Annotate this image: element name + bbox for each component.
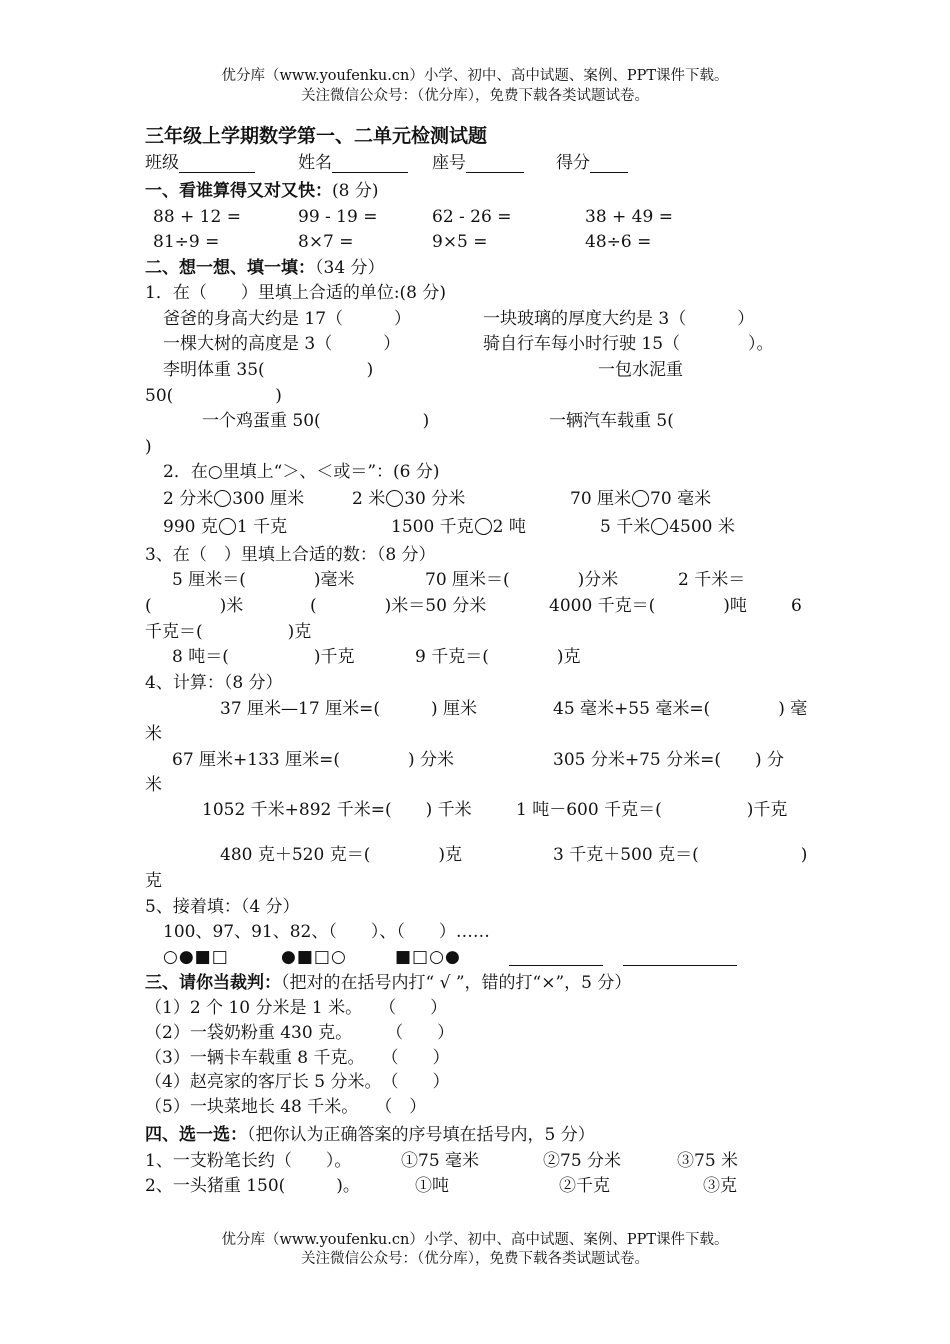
q1-title: 1．在（ ）里填上合适的单位:(8 分) bbox=[145, 283, 447, 303]
section-3-heading bbox=[145, 973, 631, 993]
calc-6: 8×7 = bbox=[298, 232, 354, 252]
calc-4: 38 + 49 = bbox=[585, 207, 673, 227]
q1-item-h-cont: ) bbox=[145, 437, 152, 457]
q3-item-b: 70 厘米＝( )分米 bbox=[425, 570, 619, 590]
seat-field[interactable] bbox=[432, 153, 524, 173]
choice-2-option-2[interactable]: ②千克 bbox=[559, 1176, 610, 1196]
compare-circle-5[interactable] bbox=[475, 518, 492, 535]
q3-item-e: 4000 千克＝( )吨 bbox=[549, 596, 747, 616]
section-1-title: 一、看谁算得又对又快： bbox=[145, 181, 332, 201]
header-line-1: 优分库（www.youfenku.cn）小学、初中、高中试题、案例、PPT课件下载。 bbox=[221, 68, 729, 84]
class-blank[interactable] bbox=[179, 154, 255, 173]
q1-item-f: 一包水泥重 bbox=[598, 360, 683, 380]
q2-left-3: 70 厘米 bbox=[570, 489, 632, 509]
name-blank[interactable] bbox=[332, 154, 408, 173]
q5-shapes-2: ●■□○ bbox=[281, 947, 347, 967]
footer-line-1: 优分库（www.youfenku.cn）小学、初中、高中试题、案例、PPT课件下载。 bbox=[221, 1232, 729, 1248]
q5-shapes-3: ■□○● bbox=[395, 947, 461, 967]
section-2-title: 二、想一想、填一填： bbox=[145, 258, 315, 278]
calc-7: 9×5 = bbox=[432, 232, 488, 252]
q4-item-h: 3 千克＋500 克＝( ) bbox=[553, 845, 808, 865]
q2-right-3: 70 毫米 bbox=[650, 489, 712, 509]
q4-item-c: 67 厘米+133 厘米=( ) 分米 bbox=[172, 750, 455, 770]
q2-right-6: 4500 米 bbox=[669, 517, 735, 537]
q2-compare-2 bbox=[352, 489, 465, 509]
q1-item-d: 骑自行车每小时行驶 15（ ）。 bbox=[483, 334, 774, 354]
score-field[interactable] bbox=[556, 153, 628, 173]
q2-right-4: 1 千克 bbox=[236, 517, 288, 537]
name-label: 姓名 bbox=[298, 153, 332, 173]
q5-title: 5、接着填：（4 分） bbox=[145, 897, 300, 917]
q4-item-a: 37 厘米—17 厘米=( ) 厘米 bbox=[220, 699, 477, 719]
q4-item-d-cont: 米 bbox=[145, 775, 162, 795]
score-blank[interactable] bbox=[590, 154, 628, 173]
calc-8: 48÷6 = bbox=[585, 232, 652, 252]
q1-item-h: 一辆汽车载重 5( bbox=[549, 411, 674, 431]
calc-3: 62 - 26 = bbox=[432, 207, 512, 227]
compare-circle-6[interactable] bbox=[651, 518, 668, 535]
section-2-points: （34 分） bbox=[315, 258, 385, 278]
q3-item-h: 9 千克＝( )克 bbox=[415, 647, 581, 667]
choice-2-option-3[interactable]: ③克 bbox=[703, 1176, 737, 1196]
q2-left-5: 1500 千克 bbox=[391, 517, 474, 537]
q3-item-d: ( )米＝50 分米 bbox=[310, 596, 487, 616]
choice-2-question: 2、一头猪重 150( )。 bbox=[145, 1176, 360, 1196]
q3-item-f-cont: 千克＝( )克 bbox=[145, 622, 312, 642]
page-title: 三年级上学期数学第一、二单元检测试题 bbox=[145, 125, 488, 147]
q2-right-5: 2 吨 bbox=[492, 517, 526, 537]
q2-compare-3 bbox=[570, 489, 711, 509]
q5-sequence: 100、97、91、82、（ ）、（ ）…… bbox=[163, 922, 490, 942]
q1-item-a: 爸爸的身高大约是 17（ ） bbox=[163, 309, 412, 329]
section-3-desc: （把对的在括号内打“ √ ”，错的打“×”，5 分） bbox=[281, 973, 632, 993]
section-2-heading bbox=[145, 258, 385, 278]
q3-item-c-cont: ( )米 bbox=[145, 596, 244, 616]
choice-1-option-2[interactable]: ②75 分米 bbox=[543, 1151, 622, 1171]
class-field[interactable] bbox=[145, 153, 255, 173]
q4-item-e: 1052 千米+892 千米=( ) 千米 bbox=[202, 800, 472, 820]
q1-item-f-cont: 50( ) bbox=[145, 386, 282, 406]
choice-1-option-3[interactable]: ③75 米 bbox=[677, 1151, 739, 1171]
compare-circle-4[interactable] bbox=[219, 518, 236, 535]
section-3-title: 三、请你当裁判： bbox=[145, 973, 281, 993]
q1-item-b: 一块玻璃的厚度大约是 3（ ） bbox=[483, 309, 755, 329]
judge-item-1: （1）2 个 10 分米是 1 米。 （ ） bbox=[145, 998, 448, 1018]
choice-2-option-1[interactable]: ①吨 bbox=[415, 1176, 449, 1196]
score-label: 得分 bbox=[556, 153, 590, 173]
q1-item-c: 一棵大树的高度是 3（ ） bbox=[163, 334, 401, 354]
calc-1: 88 + 12 = bbox=[153, 207, 241, 227]
compare-circle-2[interactable] bbox=[386, 490, 403, 507]
q4-item-b-cont: 米 bbox=[145, 724, 162, 744]
header-line-2: 关注微信公众号：（优分库），免费下载各类试题试卷。 bbox=[301, 88, 649, 104]
calc-2: 99 - 19 = bbox=[298, 207, 378, 227]
q4-item-d: 305 分米+75 分米=( ) 分 bbox=[553, 750, 785, 770]
q2-right-2: 30 分米 bbox=[404, 489, 466, 509]
seat-blank[interactable] bbox=[466, 154, 524, 173]
class-label: 班级 bbox=[145, 153, 179, 173]
section-1-points: (8 分) bbox=[332, 181, 379, 201]
q2-left-2: 2 米 bbox=[352, 489, 386, 509]
q2-compare-4 bbox=[163, 517, 287, 537]
q5-shapes-1: ○●■□ bbox=[163, 947, 229, 967]
q3-item-f: 6 bbox=[791, 596, 802, 616]
judge-item-5: （5）一块菜地长 48 千米。 （ ） bbox=[145, 1097, 427, 1117]
name-field[interactable] bbox=[298, 153, 408, 173]
compare-circle-3[interactable] bbox=[632, 490, 649, 507]
q4-item-h-cont: 克 bbox=[145, 871, 162, 891]
q2-left-1: 2 分米 bbox=[163, 489, 214, 509]
section-4-desc: （把你认为正确答案的序号填在括号内，5 分） bbox=[247, 1125, 595, 1145]
judge-item-3: （3）一辆卡车载重 8 千克。 （ ） bbox=[145, 1048, 450, 1068]
q1-item-e: 李明体重 35( ) bbox=[163, 360, 374, 380]
section-1-heading bbox=[145, 181, 378, 201]
q5-answer-blank-1[interactable] bbox=[509, 965, 603, 966]
q2-compare-5 bbox=[391, 517, 526, 537]
seat-label: 座号 bbox=[432, 153, 466, 173]
q2-compare-6 bbox=[600, 517, 735, 537]
q4-title: 4、计算：（8 分） bbox=[145, 673, 283, 693]
footer-line-2: 关注微信公众号：（优分库），免费下载各类试题试卷。 bbox=[301, 1251, 649, 1267]
q5-answer-blank-2[interactable] bbox=[623, 965, 737, 966]
calc-5: 81÷9 = bbox=[153, 232, 220, 252]
q3-item-g: 8 吨＝( )千克 bbox=[172, 647, 355, 667]
judge-item-2: （2）一袋奶粉重 430 克。 （ ） bbox=[145, 1023, 455, 1043]
q4-item-g: 480 克＋520 克＝( )克 bbox=[220, 845, 462, 865]
q2-left-4: 990 克 bbox=[163, 517, 218, 537]
choice-1-question: 1、一支粉笔长约（ ）。 bbox=[145, 1151, 352, 1171]
q4-item-b: 45 毫米+55 毫米=( ) 毫 bbox=[553, 699, 808, 719]
section-4-title: 四、选一选： bbox=[145, 1125, 247, 1145]
section-4-heading bbox=[145, 1125, 595, 1145]
q2-compare-1 bbox=[163, 489, 304, 509]
q3-item-a: 5 厘米＝( )毫米 bbox=[172, 570, 355, 590]
q2-right-1: 300 厘米 bbox=[232, 489, 305, 509]
q2-left-6: 5 千米 bbox=[600, 517, 651, 537]
q3-item-c: 2 千米＝ bbox=[678, 570, 746, 590]
q1-item-g: 一个鸡蛋重 50( ) bbox=[202, 411, 430, 431]
q3-title: 3、在（ ）里填上合适的数：（8 分） bbox=[145, 545, 436, 565]
q4-item-f: 1 吨－600 千克＝( )千克 bbox=[516, 800, 788, 820]
choice-1-option-1[interactable]: ①75 毫米 bbox=[401, 1151, 480, 1171]
judge-item-4: （4）赵亮家的客厅长 5 分米。 （ ） bbox=[145, 1072, 450, 1092]
compare-circle-1[interactable] bbox=[214, 490, 231, 507]
q2-title: 2．在○里填上“＞、＜或＝”：(6 分) bbox=[163, 462, 440, 482]
